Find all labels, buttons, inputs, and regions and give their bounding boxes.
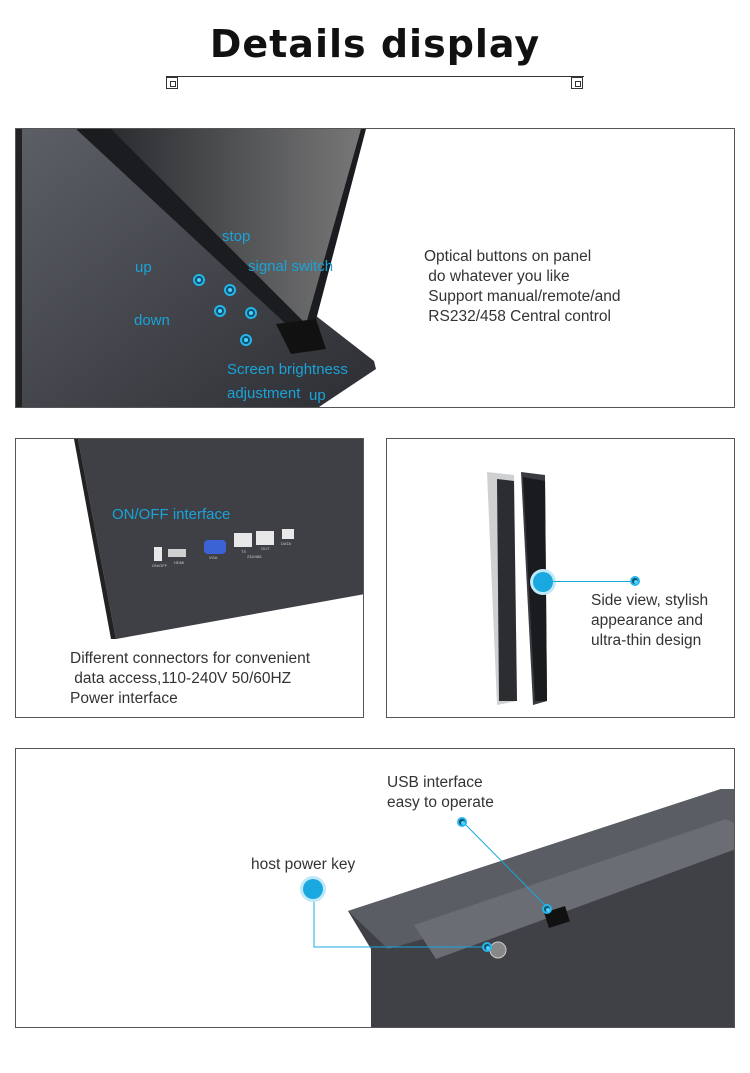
down-button-icon — [214, 305, 226, 317]
usb-interface-label: USB interface easy to operate — [387, 774, 494, 811]
label-stop: stop — [222, 228, 251, 245]
port-data: DATA — [281, 541, 292, 546]
label-up: up — [135, 259, 152, 276]
connector-panel-photo — [16, 439, 364, 639]
port-hdmi: HDMI — [174, 560, 185, 565]
right-ornament-icon — [571, 77, 583, 89]
port-tx: TX — [241, 549, 247, 554]
label-brightness: Screen brightness — [227, 361, 348, 378]
page-title: Details display — [209, 22, 541, 66]
signal-switch-icon — [245, 307, 257, 319]
side-view-marker-icon — [533, 572, 553, 592]
side-view-photo — [387, 439, 735, 718]
label-brightness-up: up — [309, 387, 326, 404]
port-rs: 232/485 — [247, 554, 262, 559]
port-out: OUT — [261, 546, 270, 551]
power-marker-icon — [303, 879, 323, 899]
usb-start-icon — [457, 817, 467, 827]
side-view-leader-line — [553, 581, 633, 582]
panel-connectors — [15, 438, 364, 718]
port-vga: VGA — [209, 555, 218, 560]
left-ornament-icon — [166, 77, 178, 89]
panel2-description: Different connectors for convenient data access,110-240V 50/60HZ Power interface — [70, 650, 311, 707]
usb-end-icon — [542, 904, 552, 914]
leader-lines — [16, 749, 735, 1028]
stop-button-icon — [224, 284, 236, 296]
up-button-icon — [193, 274, 205, 286]
panel3-description: Side view, stylish appearance and ultra-thin design — [591, 592, 709, 649]
panel1-description: Optical buttons on panel do whatever you like Support manual/remote/and RS232/458 Central control — [424, 248, 621, 325]
panel-optical-buttons — [15, 128, 735, 408]
port-onoff: ON/OFF — [152, 563, 168, 568]
brightness-button-icon — [240, 334, 252, 346]
panel-side-view — [386, 438, 735, 718]
power-key-icon — [482, 942, 492, 952]
label-onoff-interface: ON/OFF interface — [112, 506, 231, 523]
title-divider — [166, 76, 584, 77]
monitor-lift-photo — [16, 129, 735, 408]
label-adjustment: adjustment — [227, 385, 301, 402]
label-signal-switch: signal switch — [248, 258, 334, 275]
label-down: down — [134, 312, 170, 329]
host-power-key-label: host power key — [251, 856, 356, 873]
side-view-end-icon — [630, 576, 640, 586]
panel-usb-power — [15, 748, 735, 1028]
